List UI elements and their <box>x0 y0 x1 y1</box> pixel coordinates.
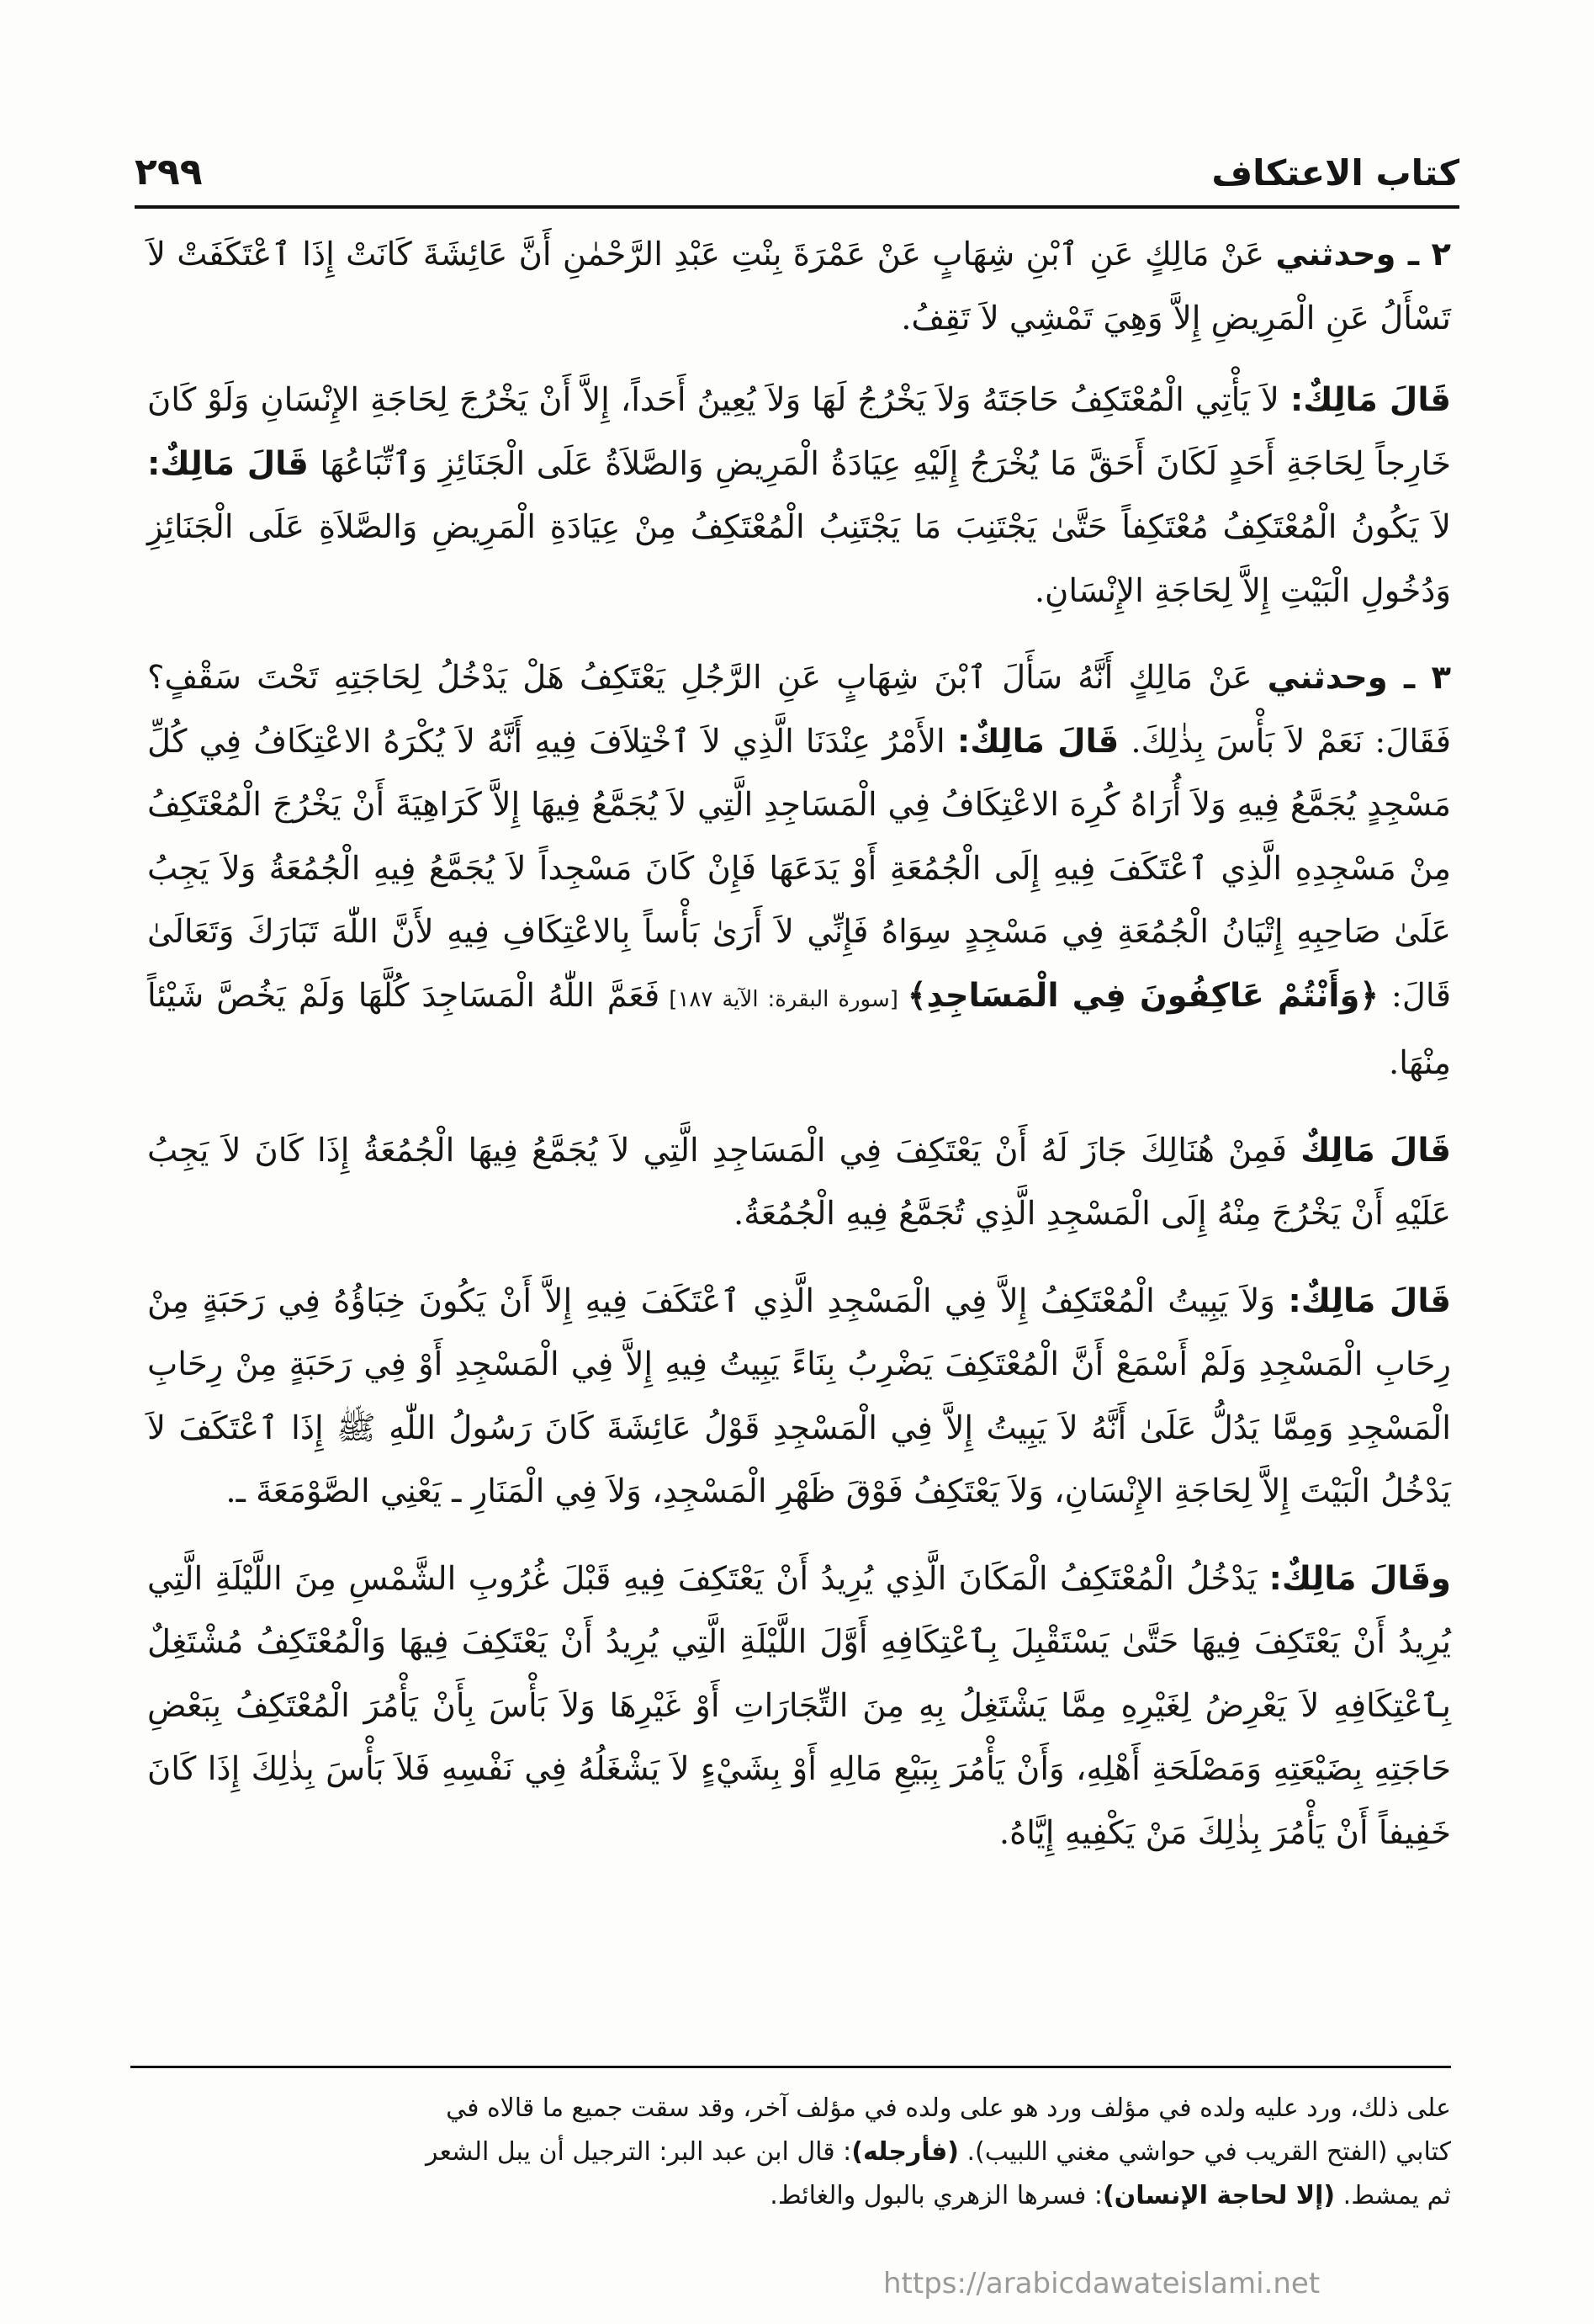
malik-saying-6-lead: وقَالَ مَالِكٌ: <box>1268 1559 1451 1598</box>
footnote-line-3 <box>143 2174 1451 2218</box>
malik-saying-1-paragraph <box>147 369 1451 623</box>
malik-saying-5-lead: قَالَ مَالِكٌ: <box>1288 1281 1451 1320</box>
malik-saying-6-paragraph <box>147 1547 1451 1865</box>
hadith-3-lead: ٣ ـ وحدثني <box>1267 659 1452 697</box>
footnote-term-hajat-al-insan: (إلا لحاجة الإنسان) <box>1102 2181 1336 2210</box>
malik-saying-1-lead: قَالَ مَالِكٌ: <box>1289 381 1451 419</box>
malik-saying-4-lead: قَالَ مَالِكٌ <box>1300 1131 1451 1170</box>
hadith-2-text: عَنْ مَالِكٍ عَنِ ٱبْنِ شِهَابٍ عَنْ عَمْرَةَ بِنْتِ عَبْدِ الرَّحْمٰنِ أَنَّ عَائِشَةَ كَانَتْ إِذَا ٱعْتَكَفَتْ لاَ تَسْأَلُ عَنِ الْمَرِيضِ إِلاَّ وَهِيَ تَمْشِي لاَ تَقِفُ. <box>147 236 1451 337</box>
malik-saying-2-text: لاَ يَكُونُ الْمُعْتَكِفُ مُعْتَكِفاً حَتَّىٰ يَجْتَنِبَ مَا يَجْتَنِبُ الْمُعْتَكِفُ مِنْ عِيَادَةِ الْمَرِيضِ وَالصَّلاَةِ عَلَى الْجَنَائِزِ وَدُخُولِ الْبَيْتِ إِلاَّ لِحَاجَةِ الإِنْسَانِ. <box>147 508 1451 610</box>
malik-saying-6-text: يَدْخُلُ الْمُعْتَكِفُ الْمَكَانَ الَّذِي يُرِيدُ أَنْ يَعْتَكِفَ فِيهِ قَبْلَ غُرُوبِ الشَّمْسِ مِنَ اللَّيْلَةِ الَّتِي يُرِيدُ أَنْ يَعْتَكِفَ فِيهَا حَتَّىٰ يَسْتَقْبِلَ بِٱعْتِكَافِهِ أَوَّلَ اللَّيْلَةِ الَّتِي يُرِيدُ أَنْ يَعْتَكِفَ فِيهَا وَالْمُعْتَكِفُ مُشْتَغِلٌ بِٱعْتِكَافِهِ لاَ يَعْرِضُ لِغَيْرِهِ مِمَّا يَشْتَغِلُ بِهِ مِنَ التِّجَارَاتِ أَوْ غَيْرِهَا وَلاَ بَأْسَ بِأَنْ يَأْمُرَ الْمُعْتَكِفُ بِبَعْضِ حَاجَتِهِ بِضَيْعَتِهِ وَمَصْلَحَةِ أَهْلِهِ، وَأَنْ يَأْمُرَ بِبَيْعِ مَالِهِ أَوْ بِشَيْءٍ لاَ يَشْغَلُهُ فِي نَفْسِهِ فَلاَ بَأْسَ بِذٰلِكَ إِذَا كَانَ خَفِيفاً أَنْ يَأْمُرَ بِذٰلِكَ مَنْ يَكْفِيهِ إِيَّاهُ. <box>147 1559 1451 1852</box>
quran-verse: ﴿وَأَنْتُمْ عَاكِفُونَ فِي الْمَسَاجِدِ﴾ <box>907 976 1379 1015</box>
malik-saying-4-text: فَمِنْ هُنَالِكَ جَازَ لَهُ أَنْ يَعْتَكِفَ فِي الْمَسَاجِدِ الَّتِي لاَ يُجَمَّعُ فِيهَا الْجُمُعَةُ إِذَا كَانَ لاَ يَجِبُ عَلَيْهِ أَنْ يَخْرُجَ مِنْهُ إِلَى الْمَسْجِدِ الَّذِي تُجَمَّعُ فِيهِ الْجُمُعَةُ. <box>147 1131 1451 1233</box>
footnote-line-3-gloss: : فسرها الزهري بالبول والغائط. <box>770 2181 1103 2210</box>
footnote-line-1: على ذلك، ورد عليه ولده في مؤلف ورد هو على ولده في مؤلف آخر، وقد سقت جميع ما قالاه في <box>446 2093 1451 2123</box>
footnote-line-2-text: كتابي (الفتح القريب في حواشي مغني اللبيب). <box>958 2137 1451 2167</box>
malik-saying-3-lead: قَالَ مَالِكٌ: <box>956 722 1120 761</box>
hadith-3-text: عَنْ مَالِكٍ أَنَّهُ سَأَلَ ٱبْنَ شِهَابٍ عَنِ الرَّجُلِ يَعْتَكِفُ هَلْ يَدْخُلُ لِحَاجَتِهِ تَحْتَ سَقْفٍ؟ فَقَالَ: نَعَمْ لاَ بَأْسَ بِذٰلِكَ. <box>147 659 1451 761</box>
book-title: كتاب الاعتكاف <box>1211 152 1459 194</box>
footnote-line-2 <box>143 2130 1451 2174</box>
malik-saying-4-paragraph <box>147 1119 1451 1246</box>
malik-saying-5-paragraph <box>147 1270 1451 1524</box>
running-header <box>135 126 1459 209</box>
footnote-line-2-gloss: : قال ابن عبد البر: الترجيل أن يبل الشعر <box>426 2137 852 2167</box>
hadith-2-paragraph <box>147 223 1451 350</box>
malik-saying-3-conclusion: فَعَمَّ اللّٰهُ الْمَسَاجِدَ كُلَّهَا وَلَمْ يَخُصَّ شَيْئاً مِنْهَا. <box>147 976 1451 1082</box>
footnote-term-farajjilhu: (فأرجله) <box>851 2137 959 2167</box>
malik-saying-2-lead: قَالَ مَالِكٌ: <box>147 444 309 483</box>
malik-saying-1-text: لاَ يَأْتِي الْمُعْتَكِفُ حَاجَتَهُ وَلاَ يَخْرُجُ لَهَا وَلاَ يُعِينُ أَحَداً، إِلاَّ أَنْ يَخْرُجَ لِحَاجَةِ الإِنْسَانِ وَلَوْ كَانَ خَارِجاً لِحَاجَةِ أَحَدٍ لَكَانَ أَحَقَّ مَا يُخْرَجُ إِلَيْهِ عِيَادَةُ الْمَرِيضِ وَالصَّلاَةُ عَلَى الْجَنَائِزِ وَٱتِّبَاعُهَا <box>147 381 1451 483</box>
hadith-2-lead: ٢ ـ وحدثني <box>1275 236 1451 273</box>
page-number: ٢٩٩ <box>135 151 203 194</box>
quran-citation: [سورة البقرة: الآية ١٨٧] <box>659 986 908 1012</box>
hadith-3-paragraph <box>147 646 1451 1096</box>
footnotes <box>143 2087 1451 2218</box>
malik-saying-3-text: الأَمْرُ عِنْدَنَا الَّذِي لاَ ٱخْتِلاَفَ فِيهِ أَنَّهُ لاَ يُكْرَهُ الاعْتِكَافُ فِي كُلِّ مَسْجِدٍ يُجَمَّعُ فِيهِ وَلاَ أُرَاهُ كُرِهَ الاعْتِكَافُ فِي الْمَسَاجِدِ الَّتِي لاَ يُجَمَّعُ فِيهَا إِلاَّ كَرَاهِيَةَ أَنْ يَخْرُجَ الْمُعْتَكِفُ مِنْ مَسْجِدِهِ الَّذِي ٱعْتَكَفَ فِيهِ إِلَى الْجُمُعَةِ أَوْ يَدَعَهَا فَإِنْ كَانَ مَسْجِداً لاَ يُجَمَّعُ فِيهِ الْجُمُعَةُ وَلاَ يَجِبُ عَلَىٰ صَاحِبِهِ إِتْيَانُ الْجُمُعَةِ فِي مَسْجِدٍ سِوَاهُ فَإِنِّي لاَ أَرَىٰ بَأْساً بِالاعْتِكَافِ فِيهِ لأَنَّ اللّٰهَ تَبَارَكَ وَتَعَالَىٰ قَالَ: <box>147 722 1451 1015</box>
footnote-line-3-text: ثم يمشط. <box>1335 2181 1451 2210</box>
main-text <box>147 223 1451 1888</box>
watermark-url: https://arabicdawateislami.net <box>883 2267 1321 2300</box>
footnote-divider <box>130 2066 1451 2068</box>
malik-saying-5-text: وَلاَ يَبِيتُ الْمُعْتَكِفُ إِلاَّ فِي الْمَسْجِدِ الَّذِي ٱعْتَكَفَ فِيهِ إِلاَّ أَنْ يَكُونَ خِبَاؤُهُ فِي رَحَبَةٍ مِنْ رِحَابِ الْمَسْجِدِ وَلَمْ أَسْمَعْ أَنَّ الْمُعْتَكِفَ يَضْرِبُ بِنَاءً يَبِيتُ فِيهِ إِلاَّ فِي الْمَسْجِدِ أَوْ فِي رَحَبَةٍ مِنْ رِحَابِ الْمَسْجِدِ وَمِمَّا يَدُلُّ عَلَىٰ أَنَّهُ لاَ يَبِيتُ إِلاَّ فِي الْمَسْجِدِ قَوْلُ عَائِشَةَ كَانَ رَسُولُ اللّٰهِ ﷺ إِذَا ٱعْتَكَفَ لاَ يَدْخُلُ الْبَيْتَ إِلاَّ لِحَاجَةِ الإِنْسَانِ، وَلاَ يَعْتَكِفُ فَوْقَ ظَهْرِ الْمَسْجِدِ، وَلاَ فِي الْمَنَارِ ـ يَعْنِي الصَّوْمَعَةَ ـ. <box>147 1281 1451 1510</box>
